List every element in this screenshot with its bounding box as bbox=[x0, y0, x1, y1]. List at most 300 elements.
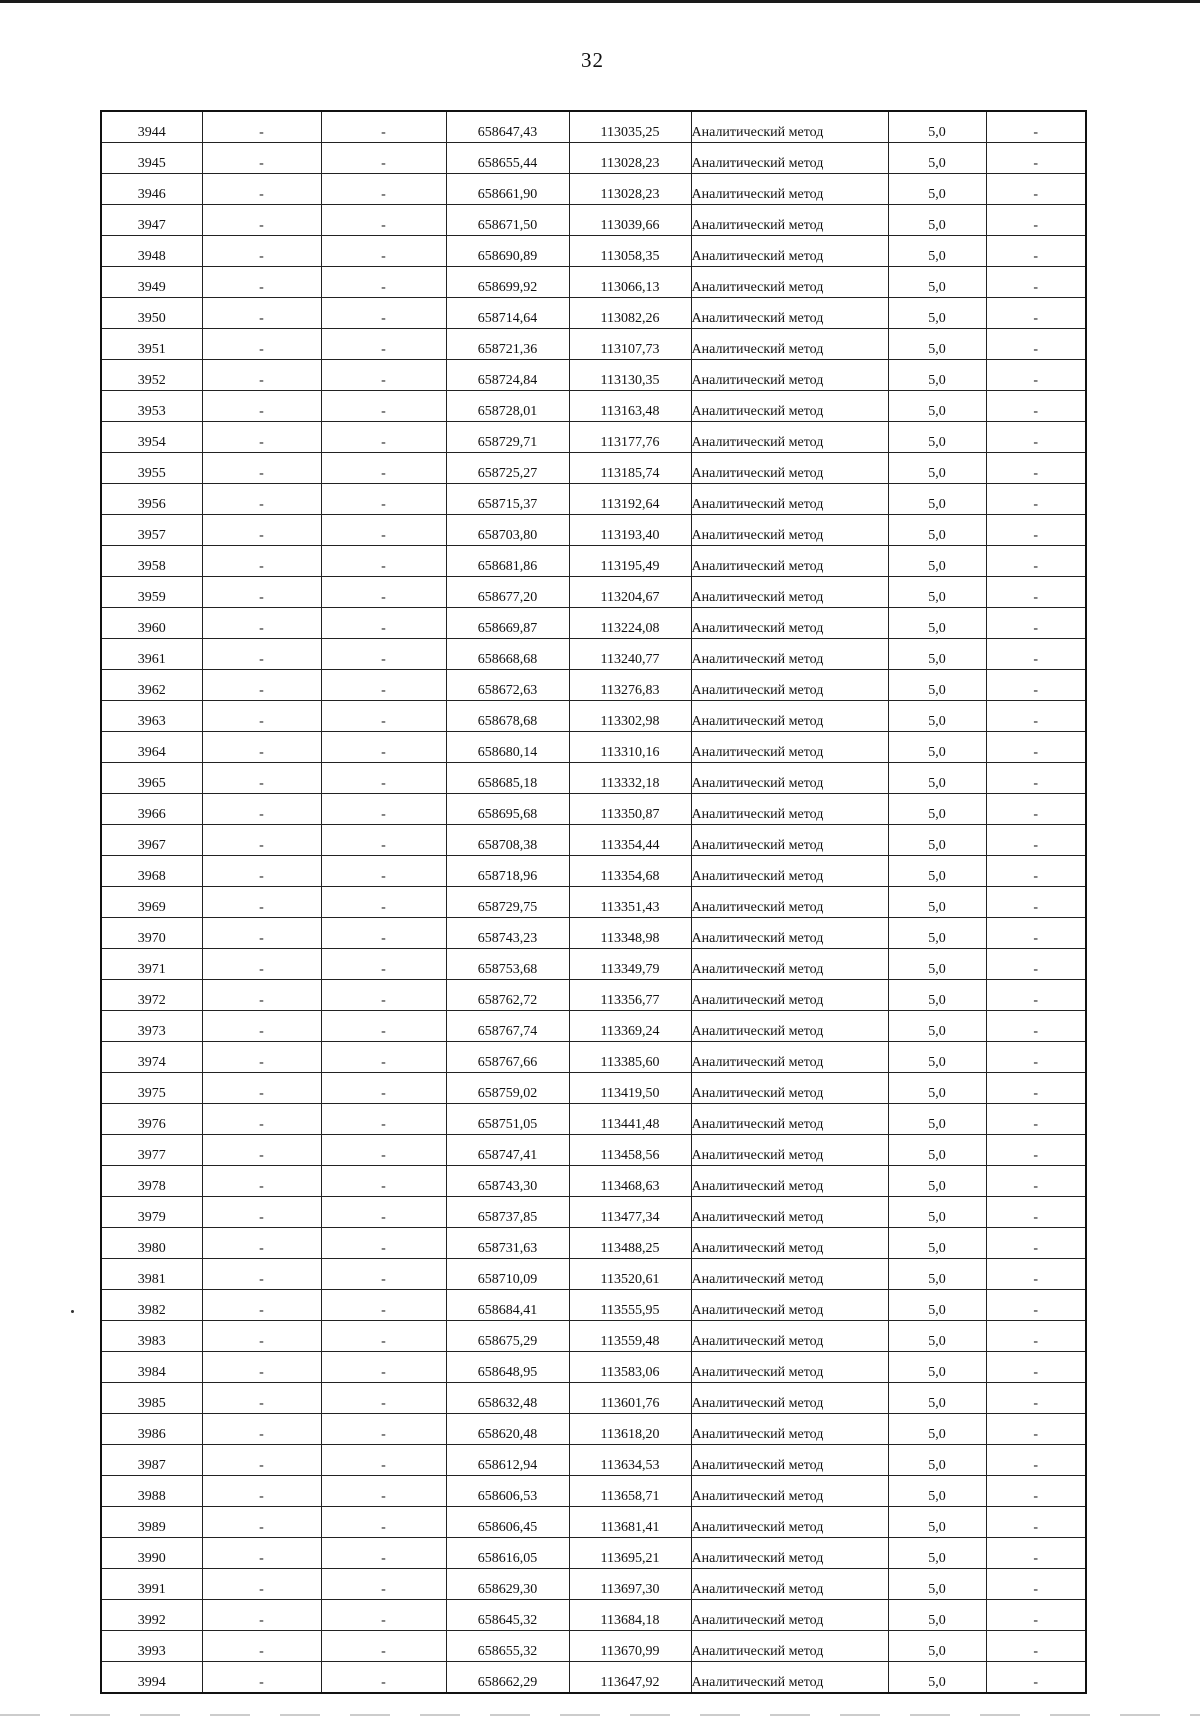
accuracy-cell: 5,0 bbox=[888, 267, 986, 298]
empty-value-cell: - bbox=[321, 1662, 446, 1694]
empty-value-cell: - bbox=[202, 1135, 321, 1166]
coordinate-x-cell: 658753,68 bbox=[446, 949, 569, 980]
coordinate-y-cell: 113354,68 bbox=[569, 856, 691, 887]
empty-value-cell: - bbox=[321, 1569, 446, 1600]
coordinate-y-cell: 113350,87 bbox=[569, 794, 691, 825]
empty-value-cell: - bbox=[321, 360, 446, 391]
coordinate-y-cell: 113520,61 bbox=[569, 1259, 691, 1290]
coordinate-y-cell: 113177,76 bbox=[569, 422, 691, 453]
method-cell: Аналитический метод bbox=[691, 856, 888, 887]
empty-value-cell: - bbox=[321, 1383, 446, 1414]
empty-value-cell: - bbox=[321, 763, 446, 794]
coordinate-x-cell: 658681,86 bbox=[446, 546, 569, 577]
point-number-cell: 3982 bbox=[101, 1290, 202, 1321]
accuracy-cell: 5,0 bbox=[888, 236, 986, 267]
empty-value-cell: - bbox=[986, 763, 1086, 794]
coordinate-x-cell: 658685,18 bbox=[446, 763, 569, 794]
empty-value-cell: - bbox=[321, 391, 446, 422]
empty-value-cell: - bbox=[202, 1166, 321, 1197]
empty-value-cell: - bbox=[202, 887, 321, 918]
accuracy-cell: 5,0 bbox=[888, 794, 986, 825]
method-cell: Аналитический метод bbox=[691, 546, 888, 577]
coordinate-y-cell: 113310,16 bbox=[569, 732, 691, 763]
table-row bbox=[101, 887, 1086, 918]
coordinate-y-cell: 113107,73 bbox=[569, 329, 691, 360]
empty-value-cell: - bbox=[202, 143, 321, 174]
coordinate-x-cell: 658678,68 bbox=[446, 701, 569, 732]
empty-value-cell: - bbox=[321, 111, 446, 143]
accuracy-cell: 5,0 bbox=[888, 1135, 986, 1166]
coordinate-x-cell: 658661,90 bbox=[446, 174, 569, 205]
coordinate-x-cell: 658737,85 bbox=[446, 1197, 569, 1228]
empty-value-cell: - bbox=[321, 1104, 446, 1135]
method-cell: Аналитический метод bbox=[691, 1197, 888, 1228]
point-number-cell: 3975 bbox=[101, 1073, 202, 1104]
table-row bbox=[101, 515, 1086, 546]
point-number-cell: 3973 bbox=[101, 1011, 202, 1042]
empty-value-cell: - bbox=[986, 980, 1086, 1011]
coordinate-x-cell: 658648,95 bbox=[446, 1352, 569, 1383]
table-row bbox=[101, 608, 1086, 639]
accuracy-cell: 5,0 bbox=[888, 1569, 986, 1600]
empty-value-cell: - bbox=[986, 1414, 1086, 1445]
empty-value-cell: - bbox=[202, 1414, 321, 1445]
empty-value-cell: - bbox=[202, 1445, 321, 1476]
empty-value-cell: - bbox=[321, 1135, 446, 1166]
empty-value-cell: - bbox=[321, 918, 446, 949]
point-number-cell: 3971 bbox=[101, 949, 202, 980]
table-row bbox=[101, 1383, 1086, 1414]
empty-value-cell: - bbox=[321, 205, 446, 236]
point-number-cell: 3947 bbox=[101, 205, 202, 236]
empty-value-cell: - bbox=[321, 825, 446, 856]
empty-value-cell: - bbox=[202, 111, 321, 143]
empty-value-cell: - bbox=[321, 949, 446, 980]
coordinate-y-cell: 113658,71 bbox=[569, 1476, 691, 1507]
coordinate-y-cell: 113458,56 bbox=[569, 1135, 691, 1166]
accuracy-cell: 5,0 bbox=[888, 949, 986, 980]
empty-value-cell: - bbox=[321, 1228, 446, 1259]
coordinate-x-cell: 658759,02 bbox=[446, 1073, 569, 1104]
table-row bbox=[101, 1600, 1086, 1631]
coordinate-x-cell: 658690,89 bbox=[446, 236, 569, 267]
empty-value-cell: - bbox=[321, 1290, 446, 1321]
point-number-cell: 3989 bbox=[101, 1507, 202, 1538]
accuracy-cell: 5,0 bbox=[888, 205, 986, 236]
accuracy-cell: 5,0 bbox=[888, 1476, 986, 1507]
empty-value-cell: - bbox=[986, 1290, 1086, 1321]
table-row bbox=[101, 1135, 1086, 1166]
coordinate-y-cell: 113276,83 bbox=[569, 670, 691, 701]
point-number-cell: 3944 bbox=[101, 111, 202, 143]
table-row bbox=[101, 422, 1086, 453]
point-number-cell: 3961 bbox=[101, 639, 202, 670]
empty-value-cell: - bbox=[202, 1538, 321, 1569]
point-number-cell: 3983 bbox=[101, 1321, 202, 1352]
coordinate-x-cell: 658728,01 bbox=[446, 391, 569, 422]
method-cell: Аналитический метод bbox=[691, 205, 888, 236]
accuracy-cell: 5,0 bbox=[888, 360, 986, 391]
empty-value-cell: - bbox=[986, 856, 1086, 887]
point-number-cell: 3988 bbox=[101, 1476, 202, 1507]
table-row bbox=[101, 639, 1086, 670]
empty-value-cell: - bbox=[202, 1383, 321, 1414]
point-number-cell: 3949 bbox=[101, 267, 202, 298]
coordinate-y-cell: 113028,23 bbox=[569, 174, 691, 205]
point-number-cell: 3952 bbox=[101, 360, 202, 391]
table-row bbox=[101, 1166, 1086, 1197]
table-row bbox=[101, 670, 1086, 701]
point-number-cell: 3974 bbox=[101, 1042, 202, 1073]
method-cell: Аналитический метод bbox=[691, 1569, 888, 1600]
accuracy-cell: 5,0 bbox=[888, 546, 986, 577]
empty-value-cell: - bbox=[321, 236, 446, 267]
empty-value-cell: - bbox=[202, 763, 321, 794]
coordinate-y-cell: 113354,44 bbox=[569, 825, 691, 856]
empty-value-cell: - bbox=[202, 1600, 321, 1631]
empty-value-cell: - bbox=[321, 794, 446, 825]
empty-value-cell: - bbox=[986, 515, 1086, 546]
empty-value-cell: - bbox=[202, 701, 321, 732]
coordinate-y-cell: 113441,48 bbox=[569, 1104, 691, 1135]
table-row bbox=[101, 111, 1086, 143]
empty-value-cell: - bbox=[321, 1507, 446, 1538]
empty-value-cell: - bbox=[986, 1507, 1086, 1538]
coordinate-y-cell: 113559,48 bbox=[569, 1321, 691, 1352]
accuracy-cell: 5,0 bbox=[888, 887, 986, 918]
table-row bbox=[101, 1538, 1086, 1569]
empty-value-cell: - bbox=[986, 391, 1086, 422]
coordinate-y-cell: 113193,40 bbox=[569, 515, 691, 546]
empty-value-cell: - bbox=[202, 391, 321, 422]
method-cell: Аналитический метод bbox=[691, 484, 888, 515]
empty-value-cell: - bbox=[986, 143, 1086, 174]
accuracy-cell: 5,0 bbox=[888, 1104, 986, 1135]
point-number-cell: 3972 bbox=[101, 980, 202, 1011]
empty-value-cell: - bbox=[321, 329, 446, 360]
coordinate-x-cell: 658672,63 bbox=[446, 670, 569, 701]
method-cell: Аналитический метод bbox=[691, 794, 888, 825]
empty-value-cell: - bbox=[202, 856, 321, 887]
method-cell: Аналитический метод bbox=[691, 1600, 888, 1631]
point-number-cell: 3969 bbox=[101, 887, 202, 918]
table-row bbox=[101, 329, 1086, 360]
method-cell: Аналитический метод bbox=[691, 763, 888, 794]
coordinate-x-cell: 658729,75 bbox=[446, 887, 569, 918]
empty-value-cell: - bbox=[321, 546, 446, 577]
accuracy-cell: 5,0 bbox=[888, 1538, 986, 1569]
empty-value-cell: - bbox=[202, 546, 321, 577]
empty-value-cell: - bbox=[986, 1073, 1086, 1104]
method-cell: Аналитический метод bbox=[691, 515, 888, 546]
point-number-cell: 3978 bbox=[101, 1166, 202, 1197]
empty-value-cell: - bbox=[986, 1104, 1086, 1135]
coordinate-x-cell: 658729,71 bbox=[446, 422, 569, 453]
method-cell: Аналитический метод bbox=[691, 453, 888, 484]
accuracy-cell: 5,0 bbox=[888, 1259, 986, 1290]
table-row bbox=[101, 949, 1086, 980]
table-row bbox=[101, 1662, 1086, 1694]
accuracy-cell: 5,0 bbox=[888, 1631, 986, 1662]
empty-value-cell: - bbox=[321, 608, 446, 639]
coordinate-y-cell: 113039,66 bbox=[569, 205, 691, 236]
empty-value-cell: - bbox=[986, 484, 1086, 515]
coordinate-y-cell: 113224,08 bbox=[569, 608, 691, 639]
empty-value-cell: - bbox=[202, 205, 321, 236]
empty-value-cell: - bbox=[202, 236, 321, 267]
coordinate-y-cell: 113163,48 bbox=[569, 391, 691, 422]
point-number-cell: 3990 bbox=[101, 1538, 202, 1569]
coordinate-y-cell: 113066,13 bbox=[569, 267, 691, 298]
coordinate-y-cell: 113468,63 bbox=[569, 1166, 691, 1197]
accuracy-cell: 5,0 bbox=[888, 1011, 986, 1042]
empty-value-cell: - bbox=[202, 732, 321, 763]
empty-value-cell: - bbox=[321, 1414, 446, 1445]
coordinate-y-cell: 113204,67 bbox=[569, 577, 691, 608]
table-row bbox=[101, 1352, 1086, 1383]
empty-value-cell: - bbox=[986, 1631, 1086, 1662]
coordinate-y-cell: 113419,50 bbox=[569, 1073, 691, 1104]
coordinate-y-cell: 113684,18 bbox=[569, 1600, 691, 1631]
table-row bbox=[101, 484, 1086, 515]
method-cell: Аналитический метод bbox=[691, 1259, 888, 1290]
coordinates-table-body bbox=[101, 111, 1086, 1693]
accuracy-cell: 5,0 bbox=[888, 639, 986, 670]
coordinate-y-cell: 113385,60 bbox=[569, 1042, 691, 1073]
table-row bbox=[101, 298, 1086, 329]
method-cell: Аналитический метод bbox=[691, 360, 888, 391]
table-row bbox=[101, 825, 1086, 856]
coordinate-y-cell: 113356,77 bbox=[569, 980, 691, 1011]
empty-value-cell: - bbox=[986, 608, 1086, 639]
empty-value-cell: - bbox=[986, 732, 1086, 763]
empty-value-cell: - bbox=[202, 670, 321, 701]
point-number-cell: 3953 bbox=[101, 391, 202, 422]
empty-value-cell: - bbox=[202, 577, 321, 608]
empty-value-cell: - bbox=[321, 980, 446, 1011]
empty-value-cell: - bbox=[986, 236, 1086, 267]
empty-value-cell: - bbox=[202, 453, 321, 484]
point-number-cell: 3979 bbox=[101, 1197, 202, 1228]
coordinate-y-cell: 113369,24 bbox=[569, 1011, 691, 1042]
empty-value-cell: - bbox=[986, 887, 1086, 918]
empty-value-cell: - bbox=[321, 856, 446, 887]
accuracy-cell: 5,0 bbox=[888, 1321, 986, 1352]
coordinate-x-cell: 658662,29 bbox=[446, 1662, 569, 1694]
method-cell: Аналитический метод bbox=[691, 701, 888, 732]
accuracy-cell: 5,0 bbox=[888, 143, 986, 174]
coordinate-y-cell: 113601,76 bbox=[569, 1383, 691, 1414]
empty-value-cell: - bbox=[202, 1011, 321, 1042]
method-cell: Аналитический метод bbox=[691, 1383, 888, 1414]
method-cell: Аналитический метод bbox=[691, 267, 888, 298]
empty-value-cell: - bbox=[321, 1073, 446, 1104]
coordinate-y-cell: 113634,53 bbox=[569, 1445, 691, 1476]
coordinate-x-cell: 658645,32 bbox=[446, 1600, 569, 1631]
coordinate-y-cell: 113192,64 bbox=[569, 484, 691, 515]
coordinate-x-cell: 658731,63 bbox=[446, 1228, 569, 1259]
coordinate-x-cell: 658699,92 bbox=[446, 267, 569, 298]
accuracy-cell: 5,0 bbox=[888, 422, 986, 453]
empty-value-cell: - bbox=[202, 1073, 321, 1104]
table-row bbox=[101, 453, 1086, 484]
accuracy-cell: 5,0 bbox=[888, 670, 986, 701]
table-row bbox=[101, 1414, 1086, 1445]
scan-bottom-edge bbox=[0, 1714, 1200, 1716]
point-number-cell: 3970 bbox=[101, 918, 202, 949]
empty-value-cell: - bbox=[321, 701, 446, 732]
table-row bbox=[101, 732, 1086, 763]
coordinate-x-cell: 658743,23 bbox=[446, 918, 569, 949]
point-number-cell: 3987 bbox=[101, 1445, 202, 1476]
table-row bbox=[101, 1228, 1086, 1259]
method-cell: Аналитический метод bbox=[691, 1042, 888, 1073]
empty-value-cell: - bbox=[202, 1197, 321, 1228]
coordinate-x-cell: 658767,66 bbox=[446, 1042, 569, 1073]
method-cell: Аналитический метод bbox=[691, 1476, 888, 1507]
point-number-cell: 3950 bbox=[101, 298, 202, 329]
accuracy-cell: 5,0 bbox=[888, 980, 986, 1011]
coordinate-x-cell: 658715,37 bbox=[446, 484, 569, 515]
point-number-cell: 3965 bbox=[101, 763, 202, 794]
table-row bbox=[101, 701, 1086, 732]
page-number: 32 bbox=[581, 48, 604, 72]
method-cell: Аналитический метод bbox=[691, 1166, 888, 1197]
empty-value-cell: - bbox=[986, 1383, 1086, 1414]
coordinate-y-cell: 113583,06 bbox=[569, 1352, 691, 1383]
coordinate-x-cell: 658767,74 bbox=[446, 1011, 569, 1042]
empty-value-cell: - bbox=[986, 1197, 1086, 1228]
accuracy-cell: 5,0 bbox=[888, 484, 986, 515]
empty-value-cell: - bbox=[986, 1662, 1086, 1694]
coordinate-y-cell: 113618,20 bbox=[569, 1414, 691, 1445]
table-row bbox=[101, 856, 1086, 887]
method-cell: Аналитический метод bbox=[691, 391, 888, 422]
scan-top-edge bbox=[0, 0, 1200, 3]
empty-value-cell: - bbox=[321, 1476, 446, 1507]
accuracy-cell: 5,0 bbox=[888, 298, 986, 329]
accuracy-cell: 5,0 bbox=[888, 825, 986, 856]
method-cell: Аналитический метод bbox=[691, 670, 888, 701]
table-row bbox=[101, 1507, 1086, 1538]
empty-value-cell: - bbox=[202, 174, 321, 205]
empty-value-cell: - bbox=[986, 1166, 1086, 1197]
accuracy-cell: 5,0 bbox=[888, 1445, 986, 1476]
method-cell: Аналитический метод bbox=[691, 236, 888, 267]
empty-value-cell: - bbox=[202, 794, 321, 825]
coordinate-x-cell: 658655,32 bbox=[446, 1631, 569, 1662]
point-number-cell: 3956 bbox=[101, 484, 202, 515]
point-number-cell: 3962 bbox=[101, 670, 202, 701]
coordinate-y-cell: 113477,34 bbox=[569, 1197, 691, 1228]
empty-value-cell: - bbox=[202, 980, 321, 1011]
method-cell: Аналитический метод bbox=[691, 1662, 888, 1694]
empty-value-cell: - bbox=[986, 1259, 1086, 1290]
empty-value-cell: - bbox=[986, 1352, 1086, 1383]
empty-value-cell: - bbox=[321, 453, 446, 484]
empty-value-cell: - bbox=[202, 825, 321, 856]
point-number-cell: 3977 bbox=[101, 1135, 202, 1166]
accuracy-cell: 5,0 bbox=[888, 1228, 986, 1259]
empty-value-cell: - bbox=[321, 577, 446, 608]
empty-value-cell: - bbox=[321, 1445, 446, 1476]
accuracy-cell: 5,0 bbox=[888, 701, 986, 732]
accuracy-cell: 5,0 bbox=[888, 918, 986, 949]
coordinate-y-cell: 113035,25 bbox=[569, 111, 691, 143]
table-row bbox=[101, 794, 1086, 825]
coordinate-y-cell: 113195,49 bbox=[569, 546, 691, 577]
accuracy-cell: 5,0 bbox=[888, 1042, 986, 1073]
empty-value-cell: - bbox=[986, 360, 1086, 391]
point-number-cell: 3992 bbox=[101, 1600, 202, 1631]
empty-value-cell: - bbox=[986, 453, 1086, 484]
empty-value-cell: - bbox=[986, 1135, 1086, 1166]
empty-value-cell: - bbox=[202, 1042, 321, 1073]
accuracy-cell: 5,0 bbox=[888, 1662, 986, 1694]
table-row bbox=[101, 1011, 1086, 1042]
coordinate-y-cell: 113240,77 bbox=[569, 639, 691, 670]
coordinate-x-cell: 658708,38 bbox=[446, 825, 569, 856]
coordinate-x-cell: 658695,68 bbox=[446, 794, 569, 825]
point-number-cell: 3958 bbox=[101, 546, 202, 577]
empty-value-cell: - bbox=[321, 143, 446, 174]
empty-value-cell: - bbox=[986, 949, 1086, 980]
coordinate-y-cell: 113351,43 bbox=[569, 887, 691, 918]
method-cell: Аналитический метод bbox=[691, 143, 888, 174]
empty-value-cell: - bbox=[202, 608, 321, 639]
empty-value-cell: - bbox=[321, 484, 446, 515]
empty-value-cell: - bbox=[202, 484, 321, 515]
table-row bbox=[101, 763, 1086, 794]
empty-value-cell: - bbox=[986, 701, 1086, 732]
empty-value-cell: - bbox=[986, 329, 1086, 360]
table-row bbox=[101, 1073, 1086, 1104]
method-cell: Аналитический метод bbox=[691, 1414, 888, 1445]
method-cell: Аналитический метод bbox=[691, 111, 888, 143]
empty-value-cell: - bbox=[202, 1228, 321, 1259]
coordinate-y-cell: 113555,95 bbox=[569, 1290, 691, 1321]
method-cell: Аналитический метод bbox=[691, 1445, 888, 1476]
table-row bbox=[101, 1104, 1086, 1135]
coordinate-y-cell: 113082,26 bbox=[569, 298, 691, 329]
method-cell: Аналитический метод bbox=[691, 1228, 888, 1259]
table-row bbox=[101, 1631, 1086, 1662]
empty-value-cell: - bbox=[202, 422, 321, 453]
coordinate-y-cell: 113185,74 bbox=[569, 453, 691, 484]
table-row bbox=[101, 1259, 1086, 1290]
empty-value-cell: - bbox=[986, 918, 1086, 949]
point-number-cell: 3951 bbox=[101, 329, 202, 360]
table-row bbox=[101, 1445, 1086, 1476]
point-number-cell: 3960 bbox=[101, 608, 202, 639]
table-row bbox=[101, 546, 1086, 577]
empty-value-cell: - bbox=[986, 670, 1086, 701]
coordinate-y-cell: 113349,79 bbox=[569, 949, 691, 980]
coordinate-x-cell: 658721,36 bbox=[446, 329, 569, 360]
table-row bbox=[101, 1290, 1086, 1321]
point-number-cell: 3954 bbox=[101, 422, 202, 453]
empty-value-cell: - bbox=[202, 1352, 321, 1383]
coordinate-y-cell: 113332,18 bbox=[569, 763, 691, 794]
coordinate-y-cell: 113647,92 bbox=[569, 1662, 691, 1694]
empty-value-cell: - bbox=[202, 1569, 321, 1600]
accuracy-cell: 5,0 bbox=[888, 1414, 986, 1445]
coordinate-x-cell: 658718,96 bbox=[446, 856, 569, 887]
coordinate-x-cell: 658677,20 bbox=[446, 577, 569, 608]
empty-value-cell: - bbox=[986, 174, 1086, 205]
table-row bbox=[101, 918, 1086, 949]
coordinate-x-cell: 658751,05 bbox=[446, 1104, 569, 1135]
